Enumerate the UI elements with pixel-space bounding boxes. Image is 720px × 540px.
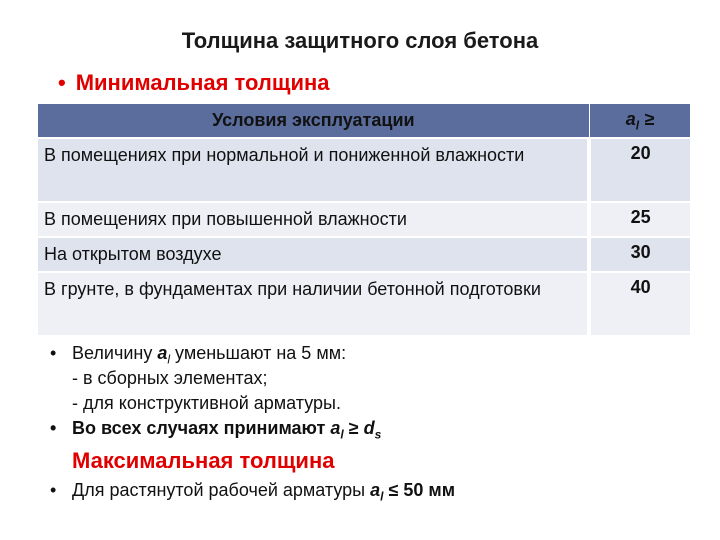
slide-title: Толщина защитного слоя бетона bbox=[181, 28, 539, 53]
subheading-min-text: Минимальная толщина bbox=[75, 70, 330, 95]
table-row bbox=[38, 202, 690, 237]
row-value: 40 bbox=[589, 272, 690, 335]
note-all-cases-var2: d bbox=[363, 418, 375, 438]
note-max-var: a bbox=[370, 480, 381, 500]
header-conditions: Условия эксплуатации bbox=[38, 104, 589, 138]
note-all-cases-sub1: l bbox=[340, 427, 344, 442]
row-condition: На открытом воздухе bbox=[38, 237, 589, 272]
row-value: 20 bbox=[589, 138, 690, 202]
row-condition: В помещениях при повышенной влажности bbox=[38, 202, 589, 237]
header-al bbox=[589, 104, 690, 138]
subheading-min bbox=[58, 70, 330, 96]
note-all-cases-sub2: s bbox=[374, 427, 382, 442]
table-row bbox=[38, 272, 690, 335]
note-max-suffix: ≤ 50 мм bbox=[383, 480, 456, 500]
note-all-cases bbox=[50, 418, 381, 442]
row-value: 25 bbox=[589, 202, 690, 237]
note-all-cases-prefix: Во всех случаях принимают bbox=[72, 418, 331, 438]
table-row bbox=[38, 138, 690, 202]
thickness-table bbox=[38, 104, 690, 335]
note-reduce-var: a bbox=[157, 343, 168, 363]
note-max-sub: l bbox=[380, 489, 384, 504]
header-al-var: a bbox=[625, 108, 636, 129]
row-condition: В помещениях при нормальной и пониженной влажности bbox=[38, 138, 589, 202]
bullet-icon: • bbox=[50, 480, 57, 500]
note-all-cases-var1: a bbox=[330, 418, 341, 438]
header-al-sub: l bbox=[635, 118, 640, 133]
bullet-icon: • bbox=[50, 418, 57, 438]
note-reduce-item-1: - в сборных элементах; bbox=[72, 368, 268, 388]
note-reduce-suffix: уменьшают на 5 мм: bbox=[170, 343, 347, 363]
note-max bbox=[50, 480, 455, 504]
note-all-cases-rel: ≥ bbox=[343, 418, 364, 438]
table-row bbox=[38, 237, 690, 272]
table-header-row bbox=[38, 104, 690, 138]
row-condition: В грунте, в фундаментах при наличии бетонной подготовки bbox=[38, 272, 589, 335]
note-reduce bbox=[50, 343, 346, 367]
bullet-icon: • bbox=[58, 70, 66, 95]
subheading-max: Максимальная толщина bbox=[72, 448, 335, 473]
header-al-rel: ≥ bbox=[644, 108, 654, 129]
note-reduce-sub: l bbox=[167, 352, 171, 367]
bullet-icon: • bbox=[50, 343, 57, 363]
note-max-prefix: Для растянутой рабочей арматуры bbox=[72, 480, 371, 500]
row-value: 30 bbox=[589, 237, 690, 272]
note-reduce-item-2: - для конструктивной арматуры. bbox=[72, 393, 341, 413]
note-reduce-prefix: Величину bbox=[72, 343, 158, 363]
